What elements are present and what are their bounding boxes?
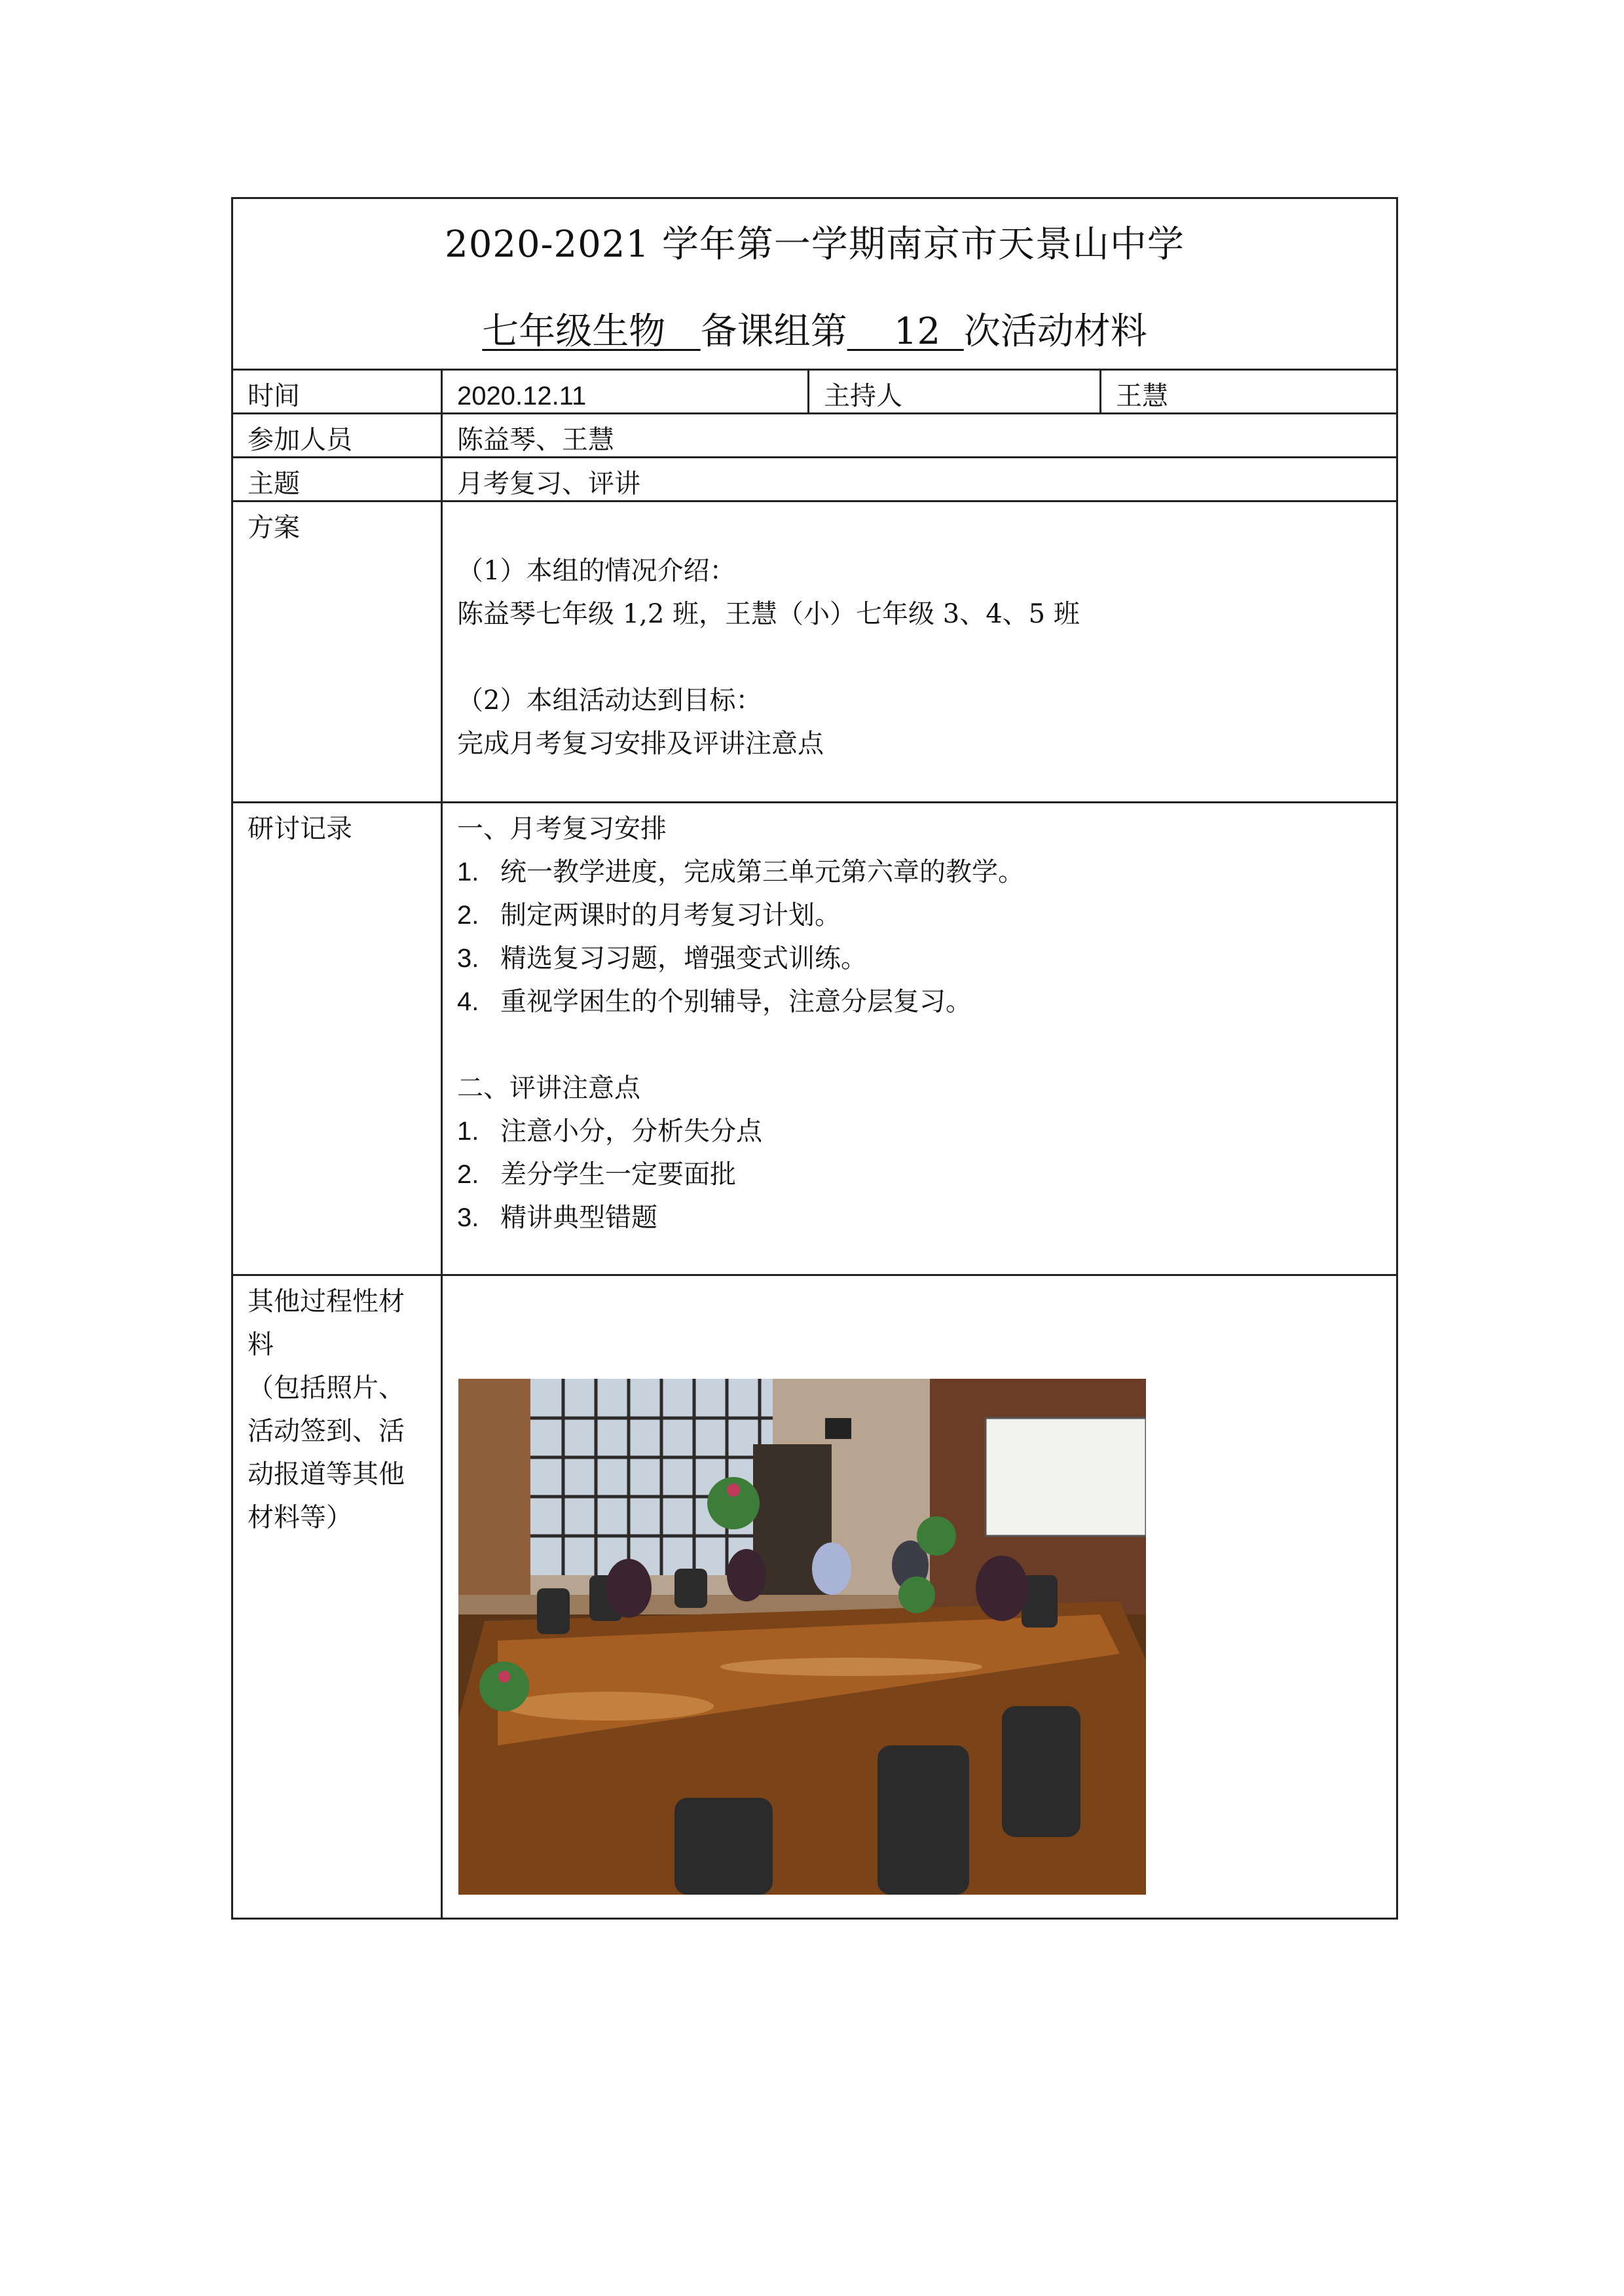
discussion-heading: 一、月考复习安排 xyxy=(457,814,667,844)
list-item: 1. 注意小分，分析失分点 xyxy=(457,1116,762,1146)
plan-line: （1）本组的情况介绍： xyxy=(457,556,736,586)
time-label: 时间 xyxy=(233,371,443,412)
discussion-content xyxy=(443,803,1396,1274)
list-item: 3. 精讲典型错题 xyxy=(457,1203,657,1233)
list-item: 3. 精选复习习题，增强变式训练。 xyxy=(457,943,867,974)
participants-label: 参加人员 xyxy=(233,414,443,456)
participants-value: 陈益琴、王慧 xyxy=(457,425,614,455)
review-plan-list xyxy=(457,850,1382,1023)
discussion-label: 研讨记录 xyxy=(233,803,443,1274)
plan-line: 陈益琴七年级 1,2 班，王慧（小）七年级 3、4、5 班 xyxy=(457,599,1080,629)
time-row xyxy=(233,371,1396,414)
subtitle-text-b: 次活动材料 xyxy=(963,310,1147,353)
session-number-field: 12 xyxy=(847,310,964,353)
topic-value: 月考复习、评讲 xyxy=(457,469,640,499)
discussion-heading: 二、评讲注意点 xyxy=(457,1073,640,1103)
subtitle-text-a: 备课组第 xyxy=(700,310,847,353)
title-block xyxy=(233,199,1396,371)
review-notes-list xyxy=(457,1110,1382,1239)
host-value: 王慧 xyxy=(1116,381,1168,411)
plan-row xyxy=(233,502,1396,803)
meeting-photo xyxy=(458,1379,1146,1895)
host-label: 主持人 xyxy=(809,371,1101,412)
topic-label: 主题 xyxy=(233,458,443,500)
time-value: 2020.12.11 xyxy=(443,371,809,412)
plan-label: 方案 xyxy=(233,502,443,801)
participants-row xyxy=(233,414,1396,458)
document-subtitle xyxy=(233,302,1396,355)
list-item: 2. 制定两课时的月考复习计划。 xyxy=(457,900,841,930)
topic-row xyxy=(233,458,1396,502)
list-item: 2. 差分学生一定要面批 xyxy=(457,1159,736,1190)
document-title: 2020-2021 学年第一学期南京市天景山中学 xyxy=(445,223,1185,266)
plan-line: 完成月考复习安排及评讲注意点 xyxy=(457,729,824,759)
discussion-row xyxy=(233,803,1396,1276)
subject-field: 七年级生物 xyxy=(482,310,701,353)
plan-content xyxy=(443,502,1396,801)
plan-line: （2）本组活动达到目标： xyxy=(457,685,762,716)
list-item: 4. 重视学困生的个别辅导，注意分层复习。 xyxy=(457,987,972,1017)
list-item: 1. 统一教学进度，完成第三单元第六章的教学。 xyxy=(457,857,1024,887)
other-materials-label: 其他过程性材 料 （包括照片、 活动签到、活 动报道等其他 材料等） xyxy=(233,1276,443,1918)
